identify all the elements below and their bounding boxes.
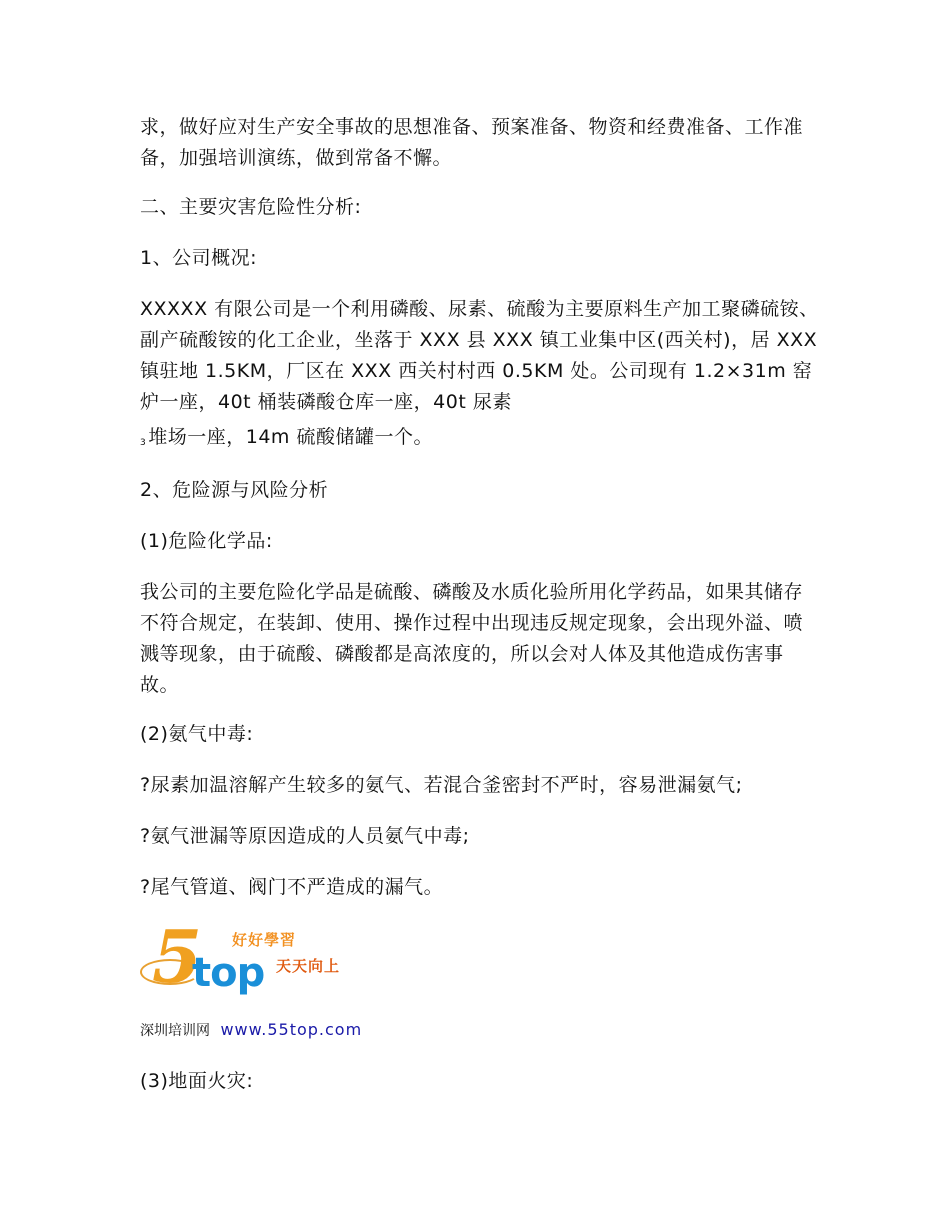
logo-slogan-2: 天天向上 [276,957,341,975]
superscript-mark: 3 [140,438,147,448]
paragraph-company-description: XXXXX 有限公司是一个利用磷酸、尿素、硫酸为主要原料生产加工聚磷硫铵、副产硫酸铵的化工企业，坐落于 XXX 县 XXX 镇工业集中区(西关村)，居 XXX 镇驻地 1.5KM，厂区在 XXX 西关村村西 0.5KM 处。公司现有 1.2×31m 窑炉一座，40t 桶装磷酸仓库一座，40t 尿素 [140,298,819,413]
document-page [140,112,820,1117]
paragraph-chemicals-description: 我公司的主要危险化学品是硫酸、磷酸及水质化验所用化学药品，如果其储存不符合规定，在装卸、使用、操作过程中出现违反规定现象，会出现外溢、喷溅等现象，由于硫酸、磷酸都是高浓度的，所以会对人体及其他造成伤害事故。 [140,581,804,696]
site-logo [140,914,360,1003]
heading-hazard-sources: 2、危险源与风险分析 [140,479,329,501]
heading-company-overview: 1、公司概况: [140,247,257,269]
site-caption [140,1019,820,1042]
heading-ammonia-poisoning: (2)氨气中毒: [140,723,254,745]
paragraph-company-description-cont [140,422,820,457]
paragraph-preparation: 求，做好应对生产安全事故的思想准备、预案准备、物资和经费准备、工作准备，加强培训演练，做到常备不懈。 [140,116,804,169]
heading-hazardous-chemicals: (1)危险化学品: [140,530,273,552]
caption-url-link[interactable]: www.55top.com [220,1020,363,1039]
list-item-ammonia-leak: ?氨气泄漏等原因造成的人员氨气中毒; [140,825,470,847]
logo-digit: 5 [152,914,203,999]
caption-label: 深圳培训网 [140,1023,210,1039]
list-item-urea-ammonia: ?尿素加温溶解产生较多的氨气、若混合釜密封不严时，容易泄漏氨气; [140,774,743,796]
logo-word: top [192,950,265,996]
logo-slogan-1: 好好學習 [232,931,297,949]
heading-hazard-analysis: 二、主要灾害危险性分析: [140,196,362,218]
paragraph-storage-text: 堆场一座，14m 硫酸储罐一个。 [148,426,433,448]
list-item-exhaust-leak: ?尾气管道、阀门不严造成的漏气。 [140,876,444,898]
heading-ground-fire: (3)地面火灾: [140,1070,254,1092]
